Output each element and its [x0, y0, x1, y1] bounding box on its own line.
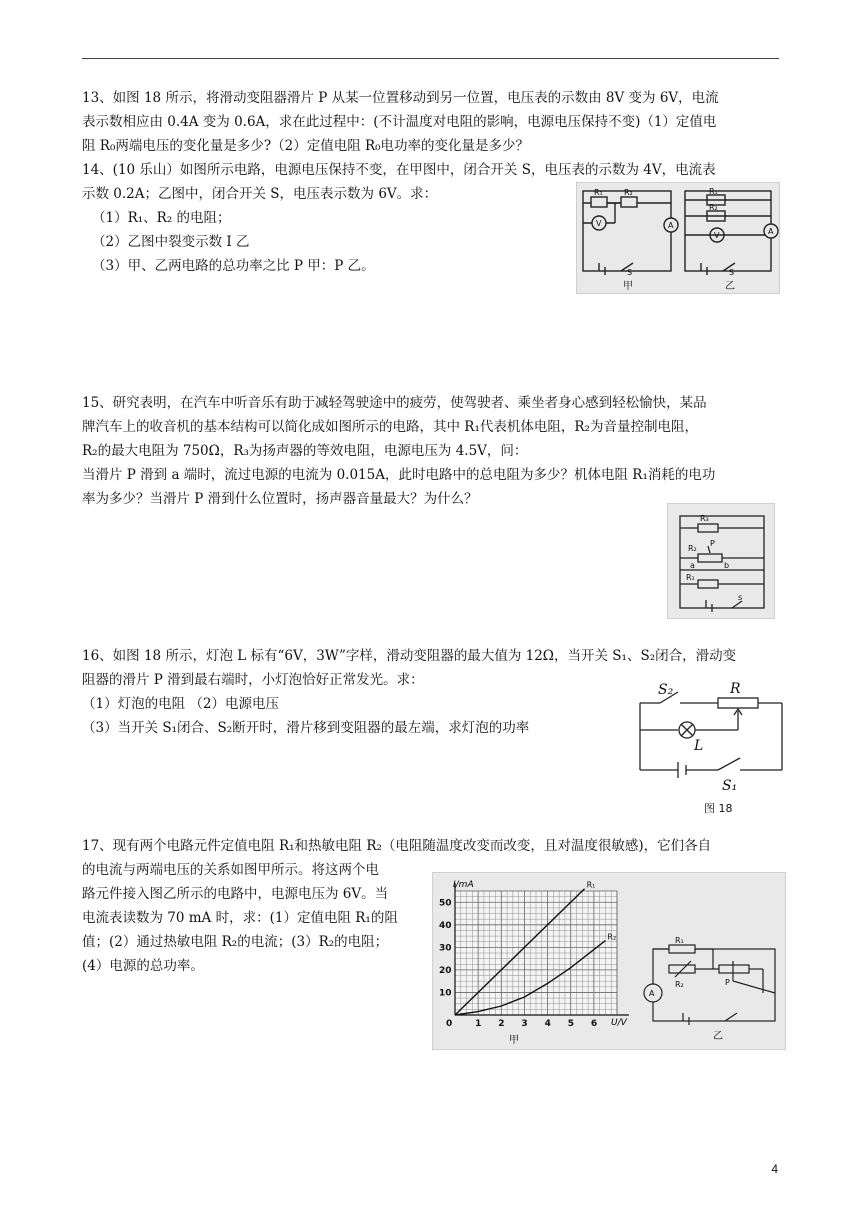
iv-chart-ylabel: I/mA	[453, 880, 474, 890]
y-tick-label: 40	[439, 920, 452, 931]
iv-chart-xlabel: U/V	[611, 1018, 627, 1028]
q14-yi-ammeter-label: A	[768, 227, 774, 236]
q14-jia-ammeter-label: A	[668, 221, 674, 230]
q13-line-1: 13、如图 18 所示，将滑动变阻器滑片 P 从某一位置移动到另一位置，电压表的示数由 8V 变为 6V，电流	[82, 90, 719, 106]
q17-line-1: 17、现有两个电路元件定值电阻 R₁和热敏电阻 R₂（电阻随温度改变而改变，且对温度很敏感)，它们各自	[82, 838, 712, 854]
q15-line-4: 当滑片 P 滑到 a 端时，流过电源的电流为 0.015A，此时电路中的总电阻为多少？机体电阻 R₁消耗的电功	[82, 467, 716, 483]
x-tick-label: 2	[498, 1019, 505, 1029]
q17-line-3: 路元件接入图乙所示的电路中，电源电压为 6V。当	[82, 886, 389, 902]
q16-lamp-label: L	[694, 738, 704, 754]
page-number: 4	[771, 1162, 778, 1176]
q15-s-label: s	[738, 593, 743, 602]
q14-sub-3: （3）甲、乙两电路的总功率之比 P 甲：P 乙。	[92, 258, 375, 274]
q15-b-label: b	[724, 561, 730, 570]
q14-circuit-svg	[577, 183, 781, 295]
q17-p-label: P	[725, 978, 730, 987]
q14-circuit-figure	[576, 182, 780, 294]
q16-s2-label: S₂	[658, 682, 674, 698]
q14-yi-r1-label: R₁	[709, 187, 718, 196]
q14-jia-r1-label: R₁	[594, 188, 603, 197]
q14-jia-voltmeter-label: V	[596, 219, 602, 228]
q14-jia-r2-label: R₂	[624, 188, 633, 197]
y-tick-label: 20	[439, 965, 452, 976]
q16-sub-1: （1）灯泡的电阻 （2）电源电压	[82, 696, 279, 712]
q16-line-2: 阻器的滑片 P 滑到最右端时，小灯泡恰好正常发光。求：	[82, 672, 424, 688]
question-15	[82, 391, 782, 511]
x-tick-label: 3	[521, 1019, 528, 1029]
q17-r1-label: R₁	[675, 936, 684, 945]
q16-sub-2: （3）当开关 S₁闭合、S₂断开时，滑片移到变阻器的最左端，求灯泡的功率	[82, 720, 530, 736]
q14-jia-switch-label: S	[627, 268, 633, 277]
origin-label: 0	[446, 1019, 453, 1029]
series-label-2: R₂	[607, 932, 617, 942]
q17-line-2: 的电流与两端电压的关系如图甲所示。将这两个电	[82, 862, 379, 878]
q14-sub-1: （1）R₁、R₂ 的电阻；	[92, 210, 231, 226]
x-tick-label: 1	[475, 1019, 482, 1029]
q13-line-3: 阻 R₀两端电压的变化量是多少?（2）定值电阻 R₀电功率的变化量是多少？	[82, 138, 530, 154]
q14-yi-switch-label: S	[729, 268, 735, 277]
q16-figure-caption: 图 18	[704, 802, 733, 815]
q17-line-6: (4）电源的总功率。	[82, 958, 204, 974]
q15-r1-label: R₁	[686, 573, 695, 582]
q14-line-1: 14、(10 乐山）如图所示电路，电源电压保持不变，在甲图中，闭合开关 S，电压表的示数为 4V，电流表	[82, 162, 716, 178]
q15-line-2: 牌汽车上的收音机的基本结构可以简化成如图所示的电路，其中 R₁代表机体电阻，R₂为音量控制电阻，	[82, 419, 698, 435]
series-label-1: R₁	[586, 880, 596, 890]
q15-a-label: a	[690, 561, 695, 570]
iv-chart-grid	[455, 891, 617, 1015]
q15-line-1: 15、研究表明，在汽车中听音乐有助于减轻驾驶途中的疲劳，使驾驶者、乘坐者身心感到轻松愉快，某品	[82, 395, 707, 411]
x-tick-label: 4	[544, 1019, 551, 1029]
y-tick-label: 10	[439, 988, 452, 999]
q14-yi-voltmeter-label: V	[714, 231, 720, 240]
q14-line-2: 示数 0.2A；乙图中，闭合开关 S，电压表示数为 6V。求：	[82, 186, 438, 202]
q17-line-5: 值；(2）通过热敏电阻 R₂的电流；(3）R₂的电阻；	[82, 934, 389, 950]
q15-r3-label: R₃	[700, 514, 709, 523]
q15-line-5: 率为多少？当滑片 P 滑到什么位置时，扬声器音量最大？为什么？	[82, 491, 478, 507]
q14-yi-caption: 乙	[725, 281, 735, 292]
y-tick-label: 50	[439, 898, 452, 909]
q16-circuit-svg	[630, 678, 790, 798]
q17-yi-caption: 乙	[713, 1031, 723, 1042]
q17-figure-svg	[433, 873, 787, 1051]
q15-circuit-figure	[667, 503, 775, 619]
x-tick-label: 5	[567, 1019, 574, 1029]
q16-r-label: R	[730, 681, 741, 697]
q15-line-3: R₂的最大电阻为 750Ω，R₃为扬声器的等效电阻，电源电压为 4.5V，问：	[82, 443, 528, 459]
q14-sub-2: （2）乙图中裂变示数 I 乙	[92, 234, 250, 250]
q16-line-1: 16、如图 18 所示，灯泡 L 标有“6V，3W”字样，滑动变阻器的最大值为 12Ω，当开关 S₁、S₂闭合，滑动变	[82, 648, 737, 664]
x-tick-label: 6	[590, 1019, 598, 1029]
q16-s1-label: S₁	[722, 778, 738, 794]
q17-ammeter-label: A	[649, 989, 655, 998]
question-13	[82, 86, 782, 158]
q15-circuit-svg	[668, 504, 776, 620]
header-rule	[82, 58, 779, 59]
q14-yi-r2-label: R₂	[709, 203, 718, 212]
q17-line-4: 电流表读数为 70 mA 时，求：(1）定值电阻 R₁的阻	[82, 910, 398, 926]
q17-figure	[432, 872, 786, 1050]
y-tick-label: 30	[439, 943, 452, 954]
q17-r2-label: R₂	[675, 980, 684, 989]
q15-r2-label: R₂	[688, 544, 697, 553]
q13-line-2: 表示数相应由 0.4A 变为 0.6A，求在此过程中：(不计温度对电阻的影响，电源电压保持不变)（1）定值电	[82, 114, 717, 130]
q15-p-label: P	[710, 539, 715, 548]
q14-jia-caption: 甲	[623, 281, 633, 292]
q17-jia-caption: 甲	[509, 1035, 519, 1046]
